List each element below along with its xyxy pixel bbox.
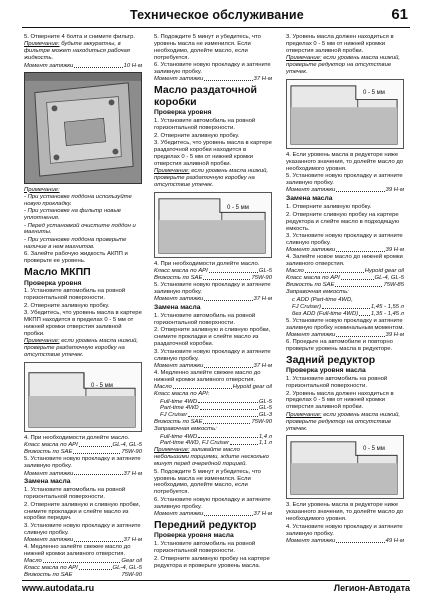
torque-spec: Момент затяжки 49 Н·м [286, 538, 404, 544]
section-title: Передний редуктор [154, 518, 257, 531]
paragraph: 6. Установите новую прокладку и затяните заливную пробку. [154, 62, 271, 76]
paragraph: 4. Установите новую прокладку и затяните заливную пробку. [286, 523, 403, 537]
note: Примечание: если уровень масла низкий, проверьте раздаточную коробку на отсутствие утечек. [154, 168, 269, 188]
subsection-title: Проверка уровня масла [286, 367, 366, 375]
oil-class-spec: Part-time 4WD GL-5 [160, 405, 272, 412]
note: Примечание: если уровень масла низкий, проверьте редуктор на отсутствие утечек. [286, 411, 401, 432]
paragraph: 4. Если уровень масла в редукторе ниже указанного значения, то долейте масло до необходимого уровня. [286, 151, 404, 172]
paragraph: 2. Отверните заливную пробку. [24, 302, 110, 309]
header-title: Техническое обслуживание [130, 8, 304, 22]
level-label: 0 - 5 мм [227, 204, 249, 211]
paragraph: 1. Установите автомобиль на ровной горизонтальной поверхности. [154, 118, 256, 132]
transmission-pan-photo [24, 72, 142, 184]
paragraph: 2. Уровень масла должен находиться в пределах 0 - 5 мм от нижней кромки отверстия заливной пробки. [286, 390, 394, 411]
paragraph: 2. Отверните заливную и сливную пробки, снимите прокладки и слейте масло из раздаточной коробки. [154, 327, 271, 348]
paragraph: 4. Медленно залейте свежее масло до нижней кромки заливного отверстия. [24, 544, 131, 557]
spec-heading: Класс масла по API: [154, 391, 210, 398]
torque-spec: Момент затяжки 37 Н·м [24, 537, 142, 544]
paragraph: 6. Залейте рабочую жидкость АКПП и проверьте ее уровень. [24, 251, 128, 265]
page-header [22, 6, 410, 28]
paragraph: 6. Проедьте на автомобиле и повторно проверьте уровень масла в редукторе. [286, 339, 393, 352]
note: Примечание: заливайте масло небольшими порциями, ждите несколько минут перед очередной порцией. [154, 447, 269, 468]
oil-class-spec: Класс масла по API GL-4, GL-5 [24, 442, 142, 449]
level-label: 0 - 5 мм [363, 446, 385, 453]
paragraph: 3. Если уровень масла в редукторе ниже указанного значения, то долейте масло до необходимого уровня. [286, 502, 404, 523]
viscosity-spec: Вязкость по SAE 75W-90 [24, 449, 142, 456]
subsection-title: Замена масла [286, 195, 333, 203]
oil-level-diagram [286, 435, 404, 499]
paragraph: 6. Установите новую прокладку и затяните заливную пробку. [154, 496, 271, 510]
paragraph: 1. Установите автомобиль на ровной горизонтальной поверхности. [24, 487, 126, 501]
paragraph: 5. Установите новую прокладку и затяните заливную пробку. [154, 282, 271, 295]
paragraph: 5. Установите новую прокладку и затяните заливную пробку. [24, 456, 141, 470]
paragraph: 1. Установите автомобиль на ровной горизонтальной поверхности. [154, 541, 256, 555]
torque-spec: Момент затяжки 39 Н·м [286, 332, 404, 339]
note-item: - При установке поддона используйте новую прокладку. [24, 193, 132, 207]
capacity-spec: без ADD (Full-time 4WD) 1,35 - 1,45 л [292, 310, 404, 317]
paragraph: 3. Установите новую прокладку и затяните сливную пробку. [24, 522, 141, 536]
oil-level-diagram [286, 79, 404, 149]
paragraph: 3. Убедитесь, что уровень масла в картере МКПП находится в пределах 0 - 5 мм от нижней кромки отверстия заливной пробки. [24, 310, 142, 337]
note: Примечание: если уровень масла низкий, проверьте редуктор на отсутствие утечек. [286, 55, 401, 76]
oil-class-spec: Класс масла по API GL-4, GL-5 [24, 565, 142, 572]
paragraph: 2. Отверните заливную пробку на картере редуктора и проверьте уровень масла. [154, 555, 270, 569]
footer-url: www.autodata.ru [22, 583, 95, 593]
oil-class-spec: FJ Cruiser GL-3 [160, 412, 272, 419]
viscosity-spec: Вязкость по SAE 75W-90 [154, 419, 272, 426]
paragraph: 5. Подождите 5 минут и убедитесь, что уровень масла не изменился. Если необходимо, долейте масло, если потребуется. [154, 468, 261, 496]
note: Примечание: [24, 186, 60, 193]
viscosity-spec: Вязкость по SAE 75W-90 [154, 275, 272, 282]
note: Примечание: если уровень масла низкий, проверьте раздаточную коробку на отсутствие утечек. [24, 338, 139, 359]
column-1 [24, 34, 142, 576]
note: Примечание: будьте аккуратны, в фильтре может находиться рабочая жидкость. [24, 41, 130, 62]
paragraph: 4. При необходимости долейте масло. [154, 260, 260, 267]
subsection-title: Замена масла [24, 478, 71, 486]
section-title: Масло раздаточной коробки [154, 84, 257, 108]
paragraph: 2. Отверните заливную пробку. [154, 132, 240, 139]
oil-class-spec: Full-time 4WD GL-5 [160, 398, 272, 405]
paragraph: 5. Отверните 4 болта и снимите фильтр. [24, 34, 136, 40]
oil-spec: Масло Hypoid gear oil [286, 268, 404, 275]
paragraph: 1. Установите автомобиль на ровной горизонтальной поверхности. [286, 376, 388, 390]
oil-level-diagram [154, 192, 272, 258]
note-item: - Перед установкой очистите поддон и магниты. [24, 222, 136, 236]
oil-spec: Масло Gear oil [24, 558, 142, 565]
paragraph: 4. Медленно залейте свежее масло до нижней кромки заливного отверстия. [154, 369, 261, 383]
page-number: 61 [391, 6, 408, 23]
page-footer [22, 580, 410, 594]
level-label: 0 - 5 мм [91, 382, 113, 389]
paragraph: 3. Убедитесь, что уровень масла в картере раздаточной коробки находится в пределах 0 - 5 мм от нижней кромки отверстия заливной пробки. [154, 139, 272, 167]
torque-spec: Момент затяжки 37 Н·м [154, 296, 272, 303]
paragraph: 2. Отверните заливную и сливную пробки, снимите прокладки и слейте масло из коробки передач. [24, 501, 141, 522]
oil-level-diagram [24, 362, 142, 432]
viscosity-spec: Вязкость по SAE 75W-85 [286, 282, 404, 289]
paragraph: 4. Залейте новое масло до нижней кромки заливного отверстия. [286, 254, 403, 268]
oil-spec: Масло Hypoid gear oil [154, 384, 272, 391]
paragraph: 3. Установите новую прокладку и затяните сливную пробку. [286, 232, 403, 246]
paragraph: 3. Уровень масла должен находиться в пределах 0 - 5 мм от нижней кромки отверстия заливной пробки. [286, 34, 394, 54]
spec-heading: Заправочная емкость: [154, 426, 217, 433]
oil-class-spec: Класс масла по API GL-5 [154, 268, 272, 275]
paragraph: 5. Установите новую прокладку и затяните заливную пробку. [286, 173, 403, 187]
subsection-title: Проверка уровня [154, 109, 212, 117]
torque-spec: Момент затяжки 39 Н·м [286, 187, 404, 194]
spec-line: с ADD (Part-time 4WD, [292, 296, 353, 303]
subsection-title: Проверка уровня [24, 279, 82, 287]
oil-class-spec: Класс масла по API GL-4, GL-5 [286, 275, 404, 282]
torque-spec: Момент затяжки 39 Н·м [286, 247, 404, 254]
paragraph: 1. Отверните заливную пробку. [286, 204, 372, 211]
paragraph: 5. Подождите 5 минут и убедитесь, что уровень масла не изменился. Если необходимо, долейте масло, если потребуется. [154, 34, 261, 61]
torque-spec: Момент затяжки 37 Н·м [154, 511, 272, 518]
paragraph: 4. При необходимости долейте масло. [24, 434, 130, 441]
paragraph: 1. Установите автомобиль на ровной горизонтальной поверхности. [24, 288, 126, 302]
footer-publisher: Легион-Автодата [333, 583, 410, 593]
torque-spec: Момент затяжки 10 Н·м [24, 62, 142, 69]
section-title: Масло МКПП [24, 266, 91, 278]
viscosity-spec: Вязкость по SAE 75W-90 [24, 572, 142, 576]
paragraph: 3. Установите новую прокладку и затяните сливную пробку. [154, 348, 271, 362]
capacity-spec: FJ Cruiser) 1,45 - 1,55 л [292, 303, 404, 310]
note-item: - При установке на фильтр новые уплотнения. [24, 208, 122, 222]
capacity-spec: Part-time 4WD, FJ Cruiser 1,1 л [160, 440, 272, 447]
capacity-spec: Full-time 4WD 1,4 л [160, 433, 272, 440]
paragraph: 2. Отверните сливную пробку на картере редуктора и слейте масло в подходящую емкость. [286, 211, 400, 232]
note-item: - При установке поддона проверьте наличие в нем магнитов. [24, 236, 127, 250]
level-label: 0 - 5 мм [363, 89, 385, 96]
column-2 [154, 34, 272, 576]
torque-spec: Момент затяжки 37 Н·м [154, 363, 272, 369]
column-3 [286, 34, 404, 576]
torque-spec: Момент затяжки 37 Н·м [154, 76, 272, 83]
torque-spec: Момент затяжки 37 Н·м [24, 470, 142, 477]
paragraph: 1. Установите автомобиль на ровной горизонтальной поверхности. [154, 313, 256, 327]
spec-heading: Заправочная емкость: [286, 289, 349, 296]
subsection-title: Проверка уровня масла [154, 532, 234, 540]
paragraph: 5. Установите новую прокладку и затяните заливную пробку номинальным моментом. [286, 317, 404, 331]
section-title: Задний редуктор [286, 353, 376, 366]
subsection-title: Замена масла [154, 304, 201, 312]
